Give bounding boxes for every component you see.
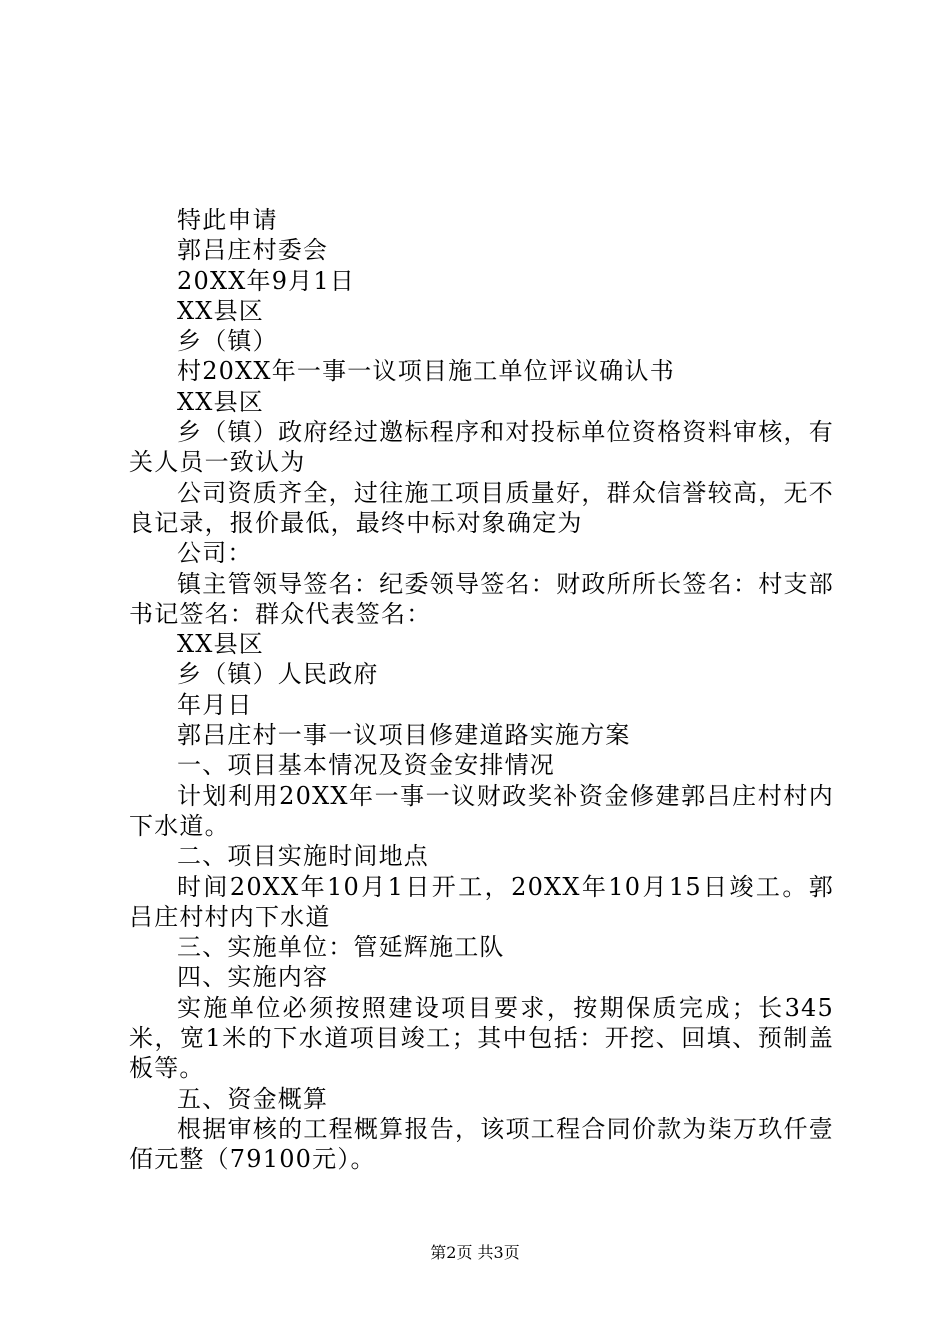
page-footer: 第2页 共3页 <box>430 1243 520 1262</box>
closing-request: 特此申请 <box>177 206 278 234</box>
company-line: 公司： <box>177 539 253 568</box>
section-2-content: 时间20XX年10月1日开工，20XX年10月15日竣工。郭吕庄村村内下水道 <box>129 872 834 931</box>
government-line: 乡（镇）人民政府 <box>177 660 379 689</box>
section-heading-4: 四、实施内容 <box>177 963 329 992</box>
county-line-3: XX县区 <box>177 630 264 659</box>
date-placeholder: 年月日 <box>177 690 253 719</box>
county-line: XX县区 <box>177 296 264 325</box>
county-line-2: XX县区 <box>177 387 264 416</box>
signature-date: 20XX年9月1日 <box>177 266 356 295</box>
township-line: 乡（镇） <box>177 327 278 356</box>
section-heading-3: 三、实施单位：管延辉施工队 <box>177 933 505 962</box>
section-4-content: 实施单位必须按照建设项目要求，按期保质完成；长345米，宽1米的下水道项目竣工；其中包括：开挖、回填、预制盖板等。 <box>129 993 834 1083</box>
bid-review-paragraph: 乡（镇）政府经过邀标程序和对投标单位资格资料审核，有关人员一致认为 <box>129 418 834 477</box>
section-heading-2: 二、项目实施时间地点 <box>177 842 429 871</box>
confirmation-title: 村20XX年一事一议项目施工单位评议确认书 <box>177 357 675 386</box>
document-body <box>129 205 834 1175</box>
plan-title: 郭吕庄村一事一议项目修建道路实施方案 <box>177 721 631 750</box>
section-1-content: 计划利用20XX年一事一议财政奖补资金修建郭吕庄村村内下水道。 <box>129 781 834 840</box>
section-heading-5: 五、资金概算 <box>177 1084 329 1113</box>
signature-committee: 郭吕庄村委会 <box>177 236 329 265</box>
section-5-content: 根据审核的工程概算报告，该项工程合同价款为柒万玖仟壹佰元整（79100元）。 <box>129 1114 834 1174</box>
company-assessment-paragraph: 公司资质齐全，过往施工项目质量好，群众信誉较高，无不良记录，报价最低，最终中标对象确定为 <box>129 478 834 537</box>
section-heading-1: 一、项目基本情况及资金安排情况 <box>177 751 555 780</box>
signatures-paragraph: 镇主管领导签名：纪委领导签名：财政所所长签名：村支部书记签名：群众代表签名： <box>129 569 834 628</box>
